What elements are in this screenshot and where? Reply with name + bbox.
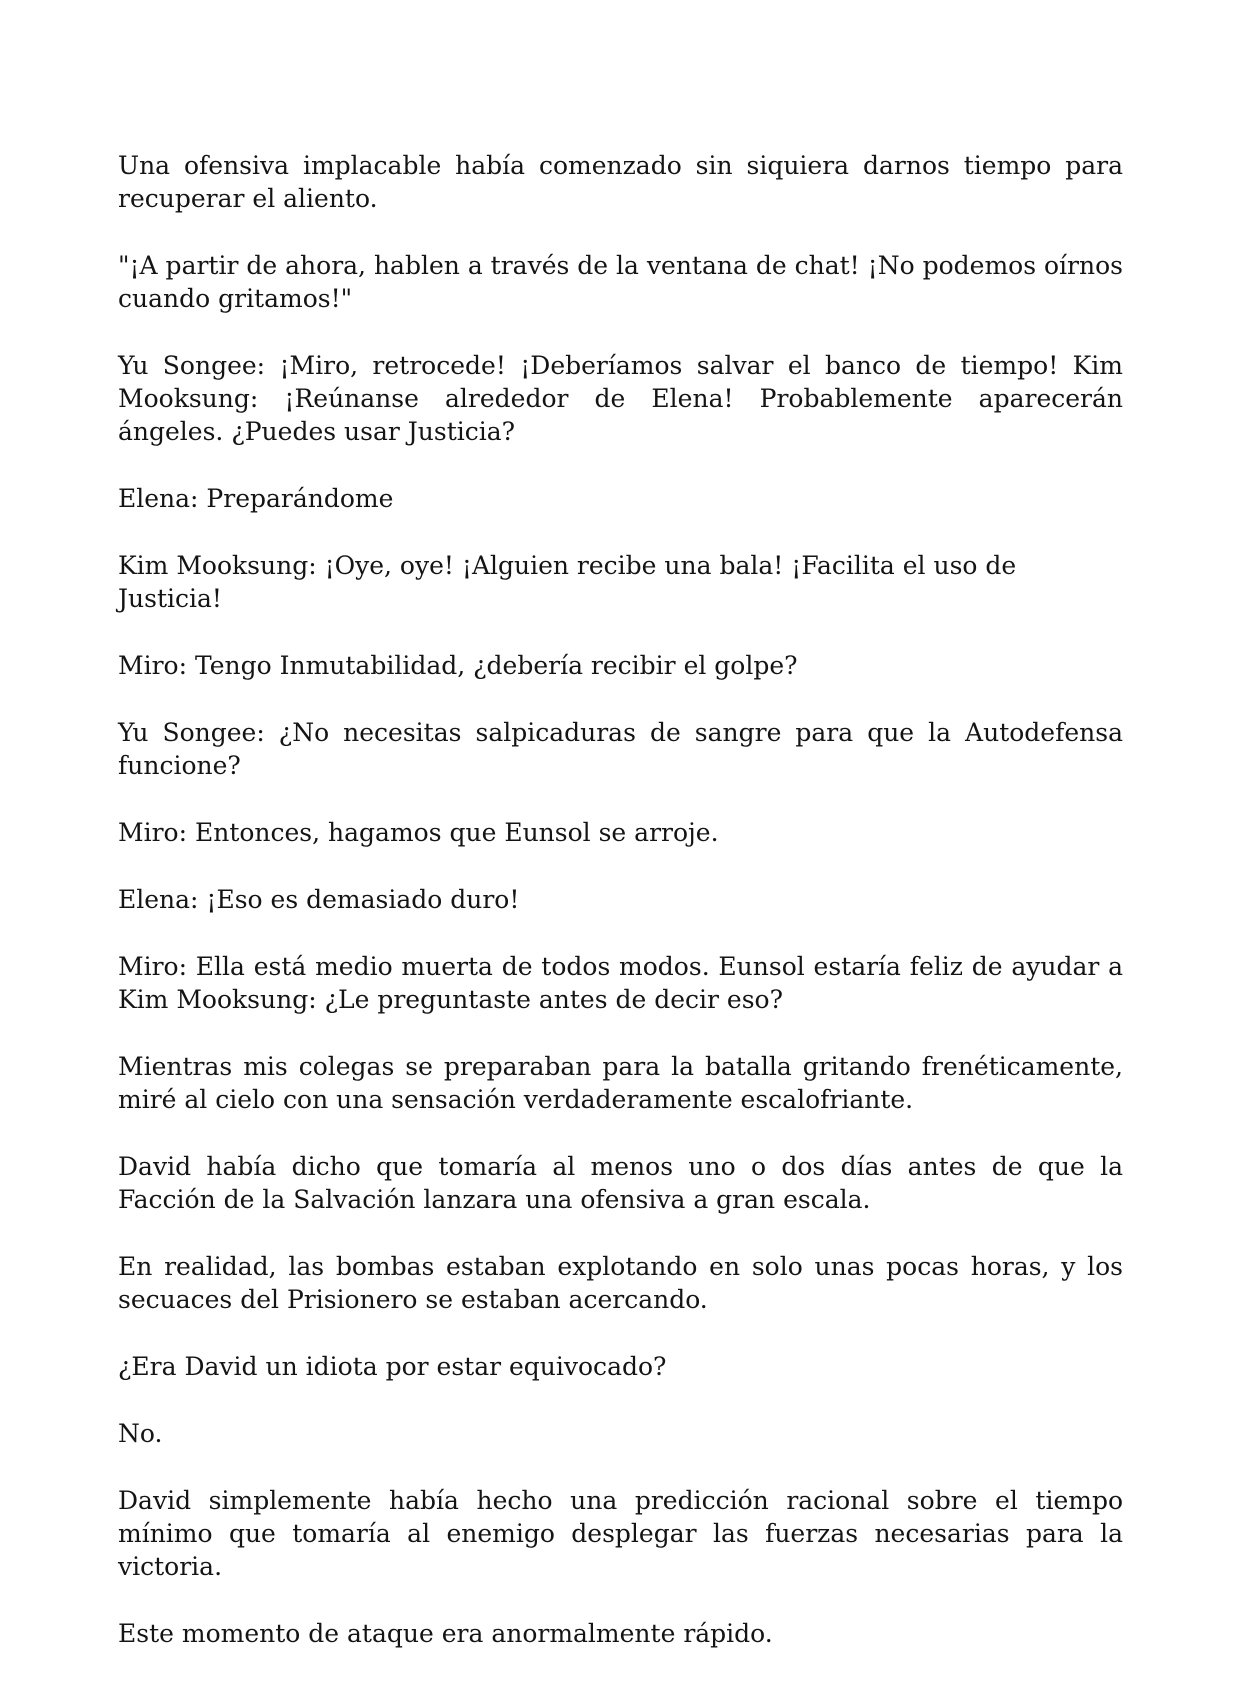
paragraph-8: Miro: Entonces, hagamos que Eunsol se arroje. xyxy=(118,818,719,847)
paragraph-3: Yu Songee: ¡Miro, retrocede! ¡Deberíamos salvar el banco de tiempo! Kim Mooksung: ¡Reúnanse alrededor de Elena! Probablemente aparecerán ángeles. ¿Puedes usar Justicia? xyxy=(118,351,1123,446)
paragraph-12: David había dicho que tomaría al menos uno o dos días antes de que la Facción de la Salvación lanzara una ofensiva a gran escala. xyxy=(118,1152,1123,1214)
paragraph-7: Yu Songee: ¿No necesitas salpicaduras de sangre para que la Autodefensa funcione? xyxy=(118,718,1123,780)
paragraph-10: Miro: Ella está medio muerta de todos modos. Eunsol estaría feliz de ayudar a Kim Mooksung: ¿Le preguntaste antes de decir eso? xyxy=(118,952,1123,1014)
paragraph-9: Elena: ¡Eso es demasiado duro! xyxy=(118,885,520,914)
paragraph-5: Kim Mooksung: ¡Oye, oye! ¡Alguien recibe una bala! ¡Facilita el uso de Justicia! xyxy=(118,551,1017,613)
paragraph-6: Miro: Tengo Inmutabilidad, ¿debería recibir el golpe? xyxy=(118,651,798,680)
paragraph-1: Una ofensiva implacable había comenzado sin siquiera darnos tiempo para recuperar el aliento. xyxy=(118,151,1123,213)
paragraph-13: En realidad, las bombas estaban explotando en solo unas pocas horas, y los secuaces del Prisionero se estaban acercando. xyxy=(118,1252,1123,1314)
paragraph-2: "¡A partir de ahora, hablen a través de la ventana de chat! ¡No podemos oírnos cuando gritamos!" xyxy=(118,251,1123,313)
document-body xyxy=(118,149,1123,1684)
paragraph-16: David simplemente había hecho una predicción racional sobre el tiempo mínimo que tomaría al enemigo desplegar las fuerzas necesarias para la victoria. xyxy=(118,1486,1123,1581)
paragraph-17: Este momento de ataque era anormalmente rápido. xyxy=(118,1619,773,1648)
paragraph-14: ¿Era David un idiota por estar equivocado? xyxy=(118,1352,667,1381)
paragraph-4: Elena: Preparándome xyxy=(118,484,394,513)
paragraph-15: No. xyxy=(118,1419,163,1448)
paragraph-11: Mientras mis colegas se preparaban para la batalla gritando frenéticamente, miré al cielo con una sensación verdaderamente escalofriante. xyxy=(118,1052,1123,1114)
